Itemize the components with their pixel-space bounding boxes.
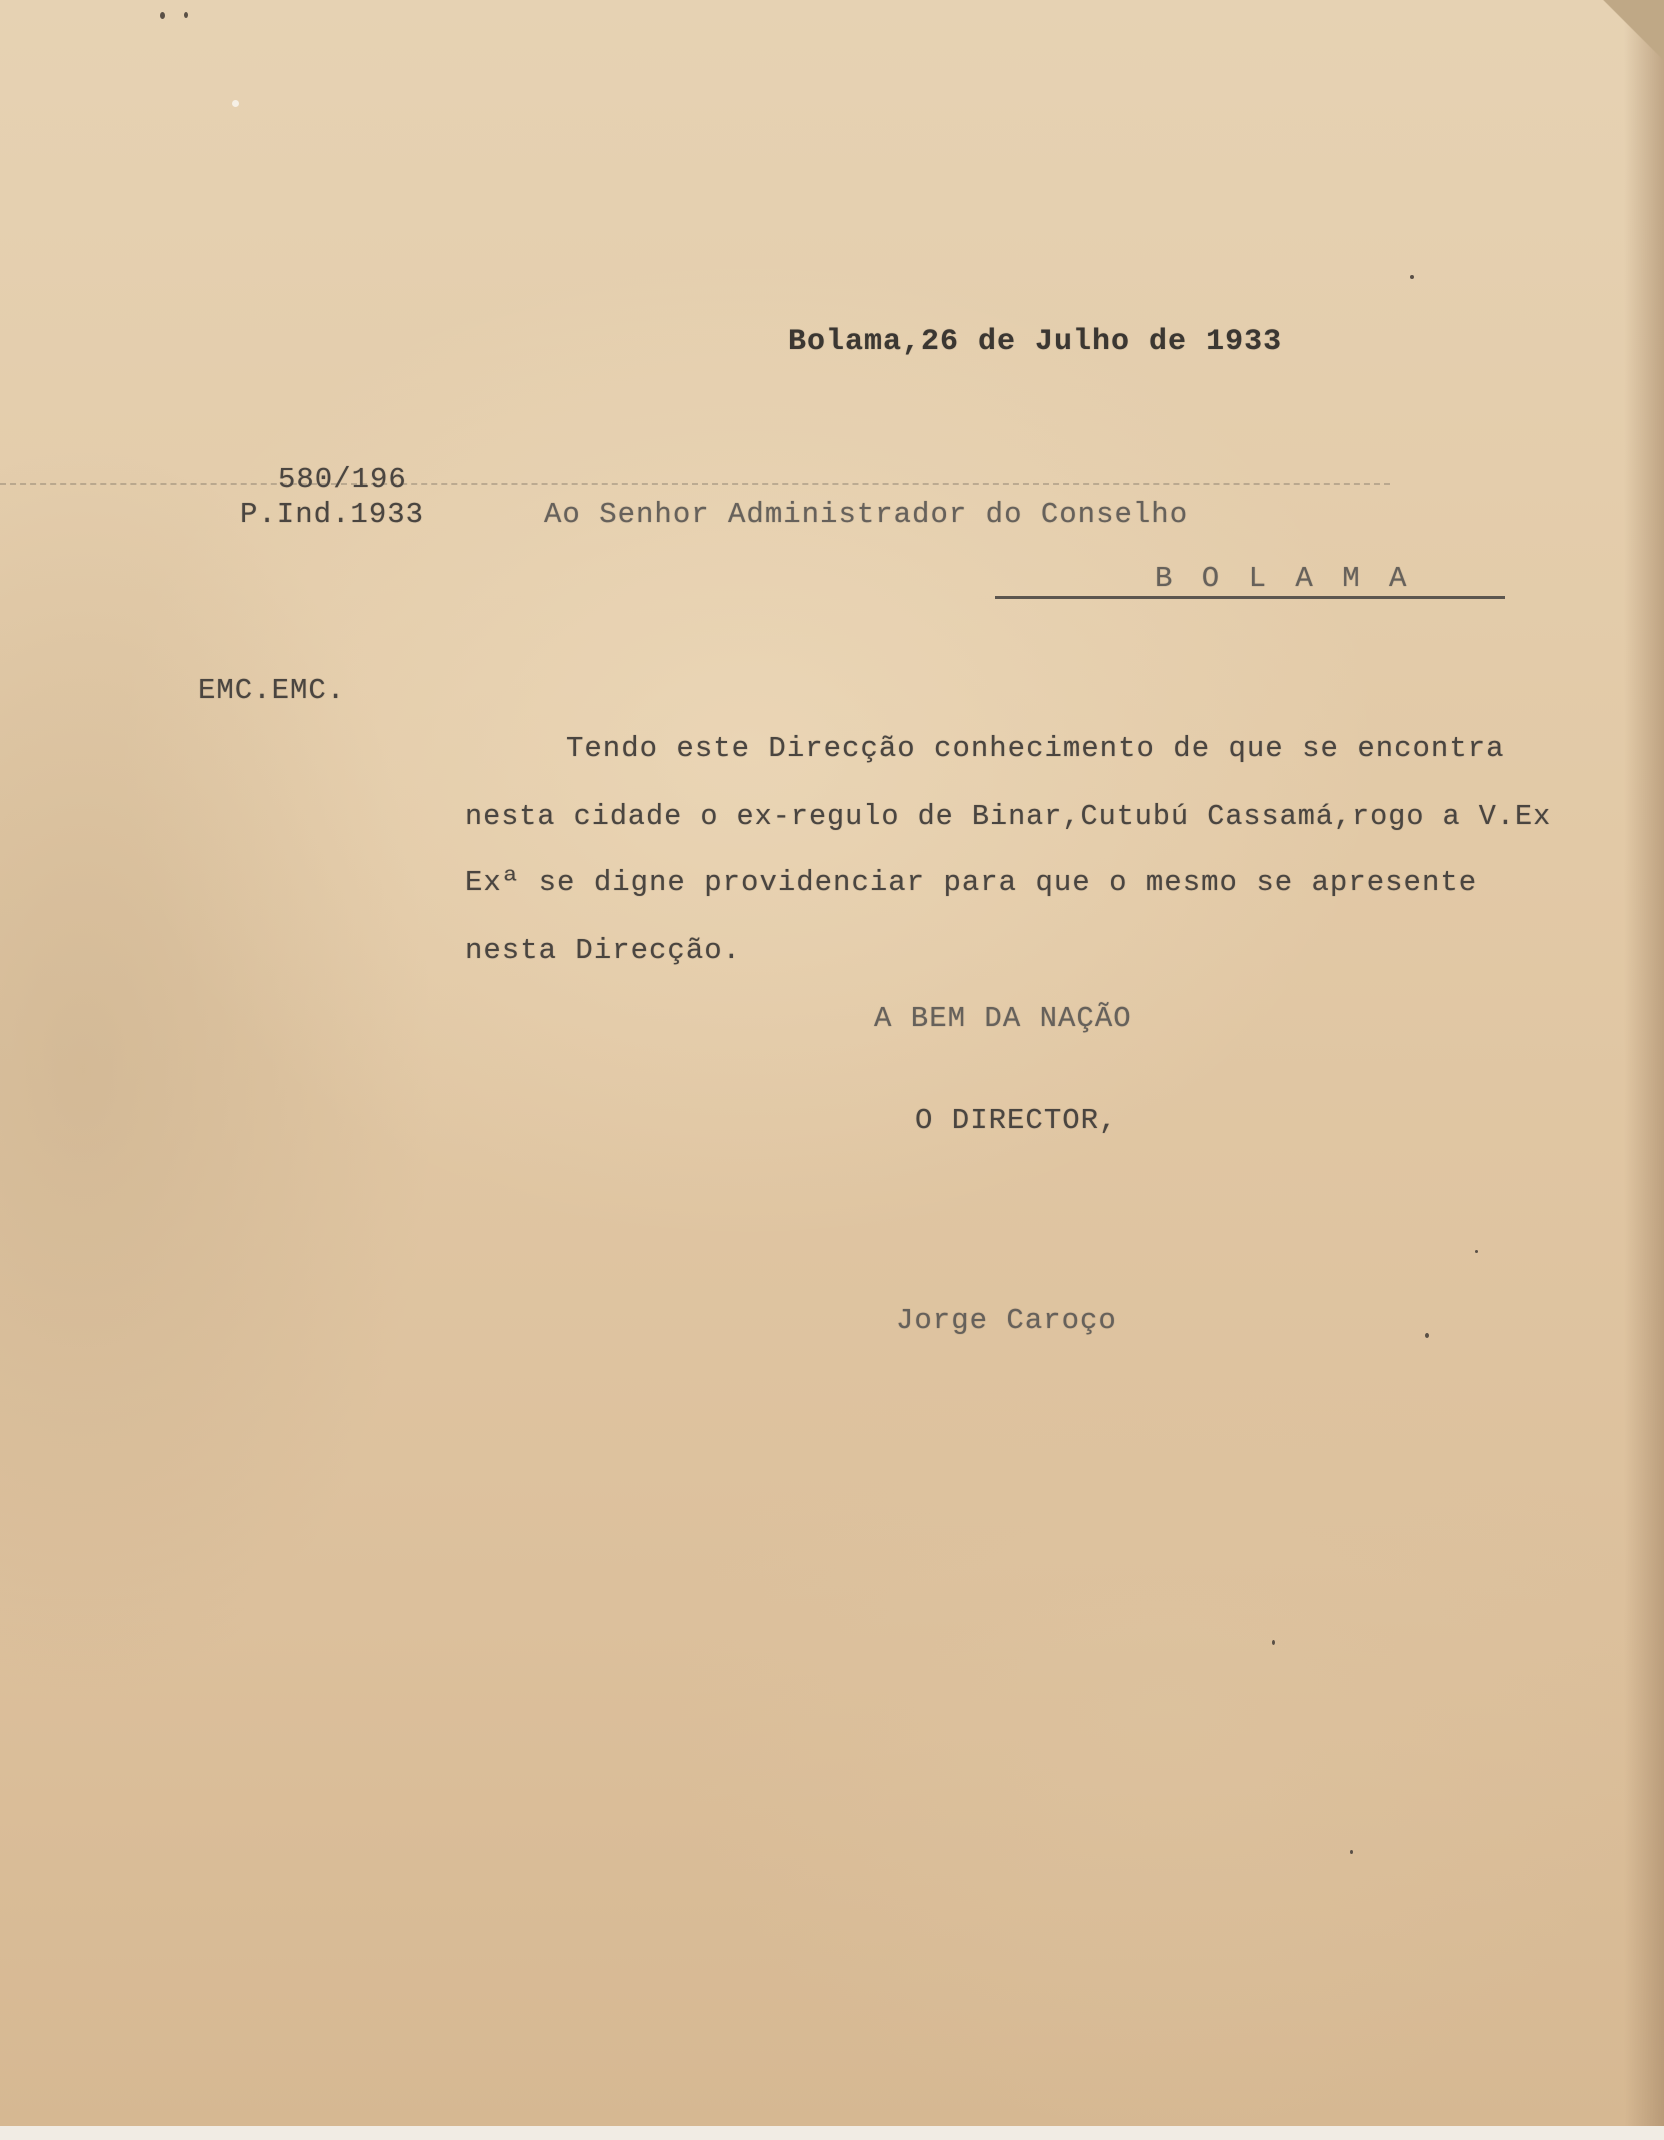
- paper-speck: [1410, 275, 1414, 279]
- paper-speck: [1272, 1640, 1275, 1645]
- paper-speck: [160, 12, 165, 19]
- paper-speck: [232, 100, 239, 107]
- reference-dash-line: [0, 483, 1390, 485]
- signatory-name: Jorge Caroço: [896, 1304, 1117, 1337]
- addressee-line: Ao Senhor Administrador do Conselho: [544, 498, 1189, 531]
- body-line-4: nesta Direcção.: [465, 934, 742, 967]
- reference-number: 580/196: [278, 463, 407, 496]
- page-bottom-strip: [0, 2126, 1664, 2140]
- date-line: Bolama,26 de Julho de 1933: [788, 325, 1283, 359]
- reference-code: P.Ind.1933: [240, 498, 425, 531]
- page-edge-shadow: [1624, 0, 1664, 2140]
- paper-speck: [184, 12, 188, 18]
- body-line-2: nesta cidade o ex-regulo de Binar,Cutubú Cassamá,rogo a V.Ex: [465, 800, 1552, 833]
- initials: EMC.EMC.: [198, 674, 346, 707]
- body-line-3: Exª se digne providenciar para que o mesmo se apresente: [465, 866, 1478, 899]
- addressee-location-underline: [995, 596, 1505, 599]
- paper-speck: [1350, 1850, 1353, 1854]
- addressee-location: B O L A M A: [1155, 562, 1413, 595]
- signatory-title: O DIRECTOR,: [915, 1104, 1118, 1137]
- closing-line: A BEM DA NAÇÃO: [874, 1002, 1132, 1035]
- paper-speck: [1475, 1250, 1478, 1253]
- page-corner-fold: [1574, 0, 1664, 60]
- paper-speck: [1425, 1333, 1429, 1338]
- body-line-1: Tendo este Direcção conhecimento de que se encontra: [566, 732, 1505, 765]
